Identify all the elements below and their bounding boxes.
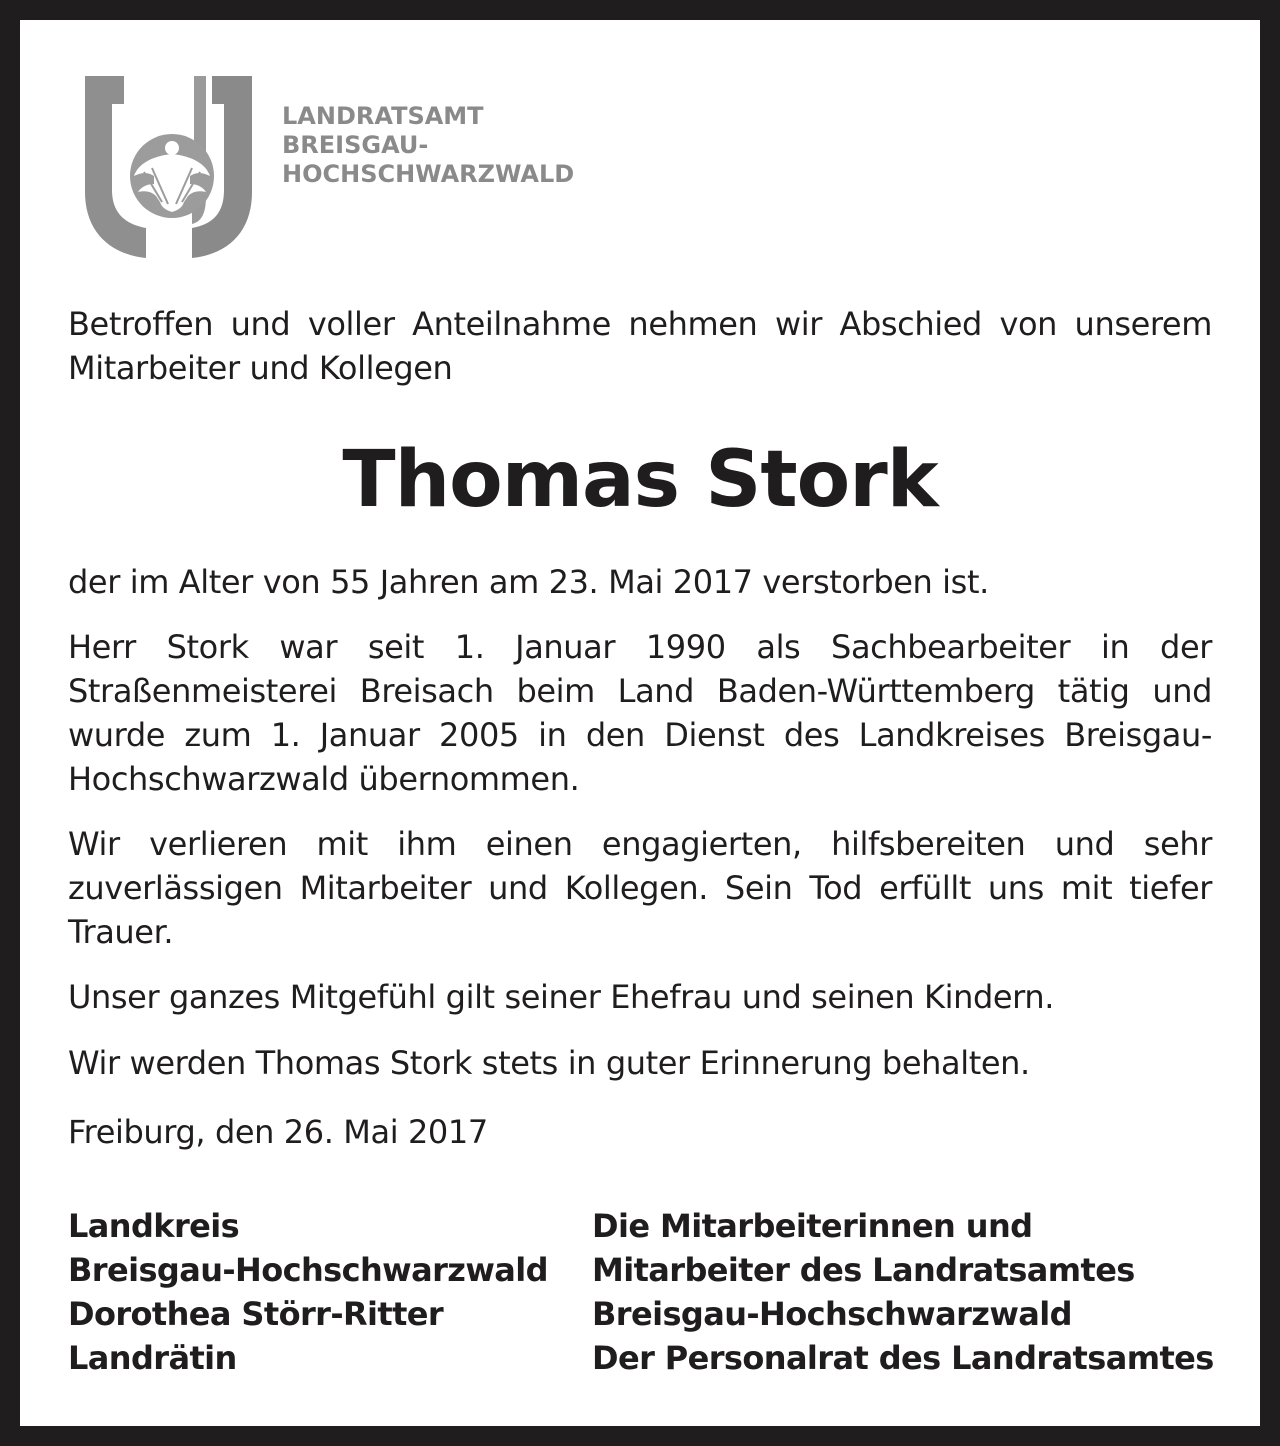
obituary-notice [20,20,1260,1426]
signature-line: Breisgau-Hochschwarzwald [592,1295,1072,1333]
logo-line: LANDRATSAMT [282,102,484,130]
memory-text: Wir werden Thomas Stork stets in guter Erinnerung behalten. [68,1044,1030,1082]
signature-line: Breisgau-Hochschwarzwald [68,1251,548,1289]
logo-line: HOCHSCHWARZWALD [282,160,575,188]
loss-text: Wir verlieren mit ihm einen engagierten, hilfsbereiten und sehr zuverlässigen Mitarbeiter und Kollegen. Sein Tod erfüllt uns mit tiefer Trauer. [68,825,1212,951]
age-date-text: der im Alter von 55 Jahren am 23. Mai 2017 verstorben ist. [68,563,989,601]
place-date-text: Freiburg, den 26. Mai 2017 [68,1113,488,1151]
signature-line: Landkreis [68,1207,240,1245]
deceased-name: Thomas Stork [342,435,938,525]
signature-line: Landrätin [68,1339,237,1377]
signature-right [592,1204,1214,1380]
logo-line: BREISGAU- [282,131,429,159]
signature-line: Der Personalrat des Landratsamtes [592,1339,1214,1377]
intro-text: Betroffen und voller Anteilnahme nehmen wir Abschied von unserem Mitarbeiter und Kollegen [68,305,1212,387]
signature-line: Mitarbeiter des Landratsamtes [592,1251,1135,1289]
sympathy-text: Unser ganzes Mitgefühl gilt seiner Ehefrau und seinen Kindern. [68,978,1055,1016]
logo-wordmark [282,102,574,189]
eagle-shield-icon [82,72,262,262]
signature-line: Dorothea Störr-Ritter [68,1295,444,1333]
signature-line: Die Mitarbeiterinnen und [592,1207,1033,1245]
signature-left [68,1204,548,1380]
landratsamt-logo [82,72,602,262]
career-text: Herr Stork war seit 1. Januar 1990 als Sachbearbeiter in der Straßenmeisterei Breisach beim Land Baden-Württemberg tätig und wurde zum 1. Januar 2005 in den Dienst des Landkreises Breisgau-Hochschwarzwald übernommen. [68,628,1212,798]
